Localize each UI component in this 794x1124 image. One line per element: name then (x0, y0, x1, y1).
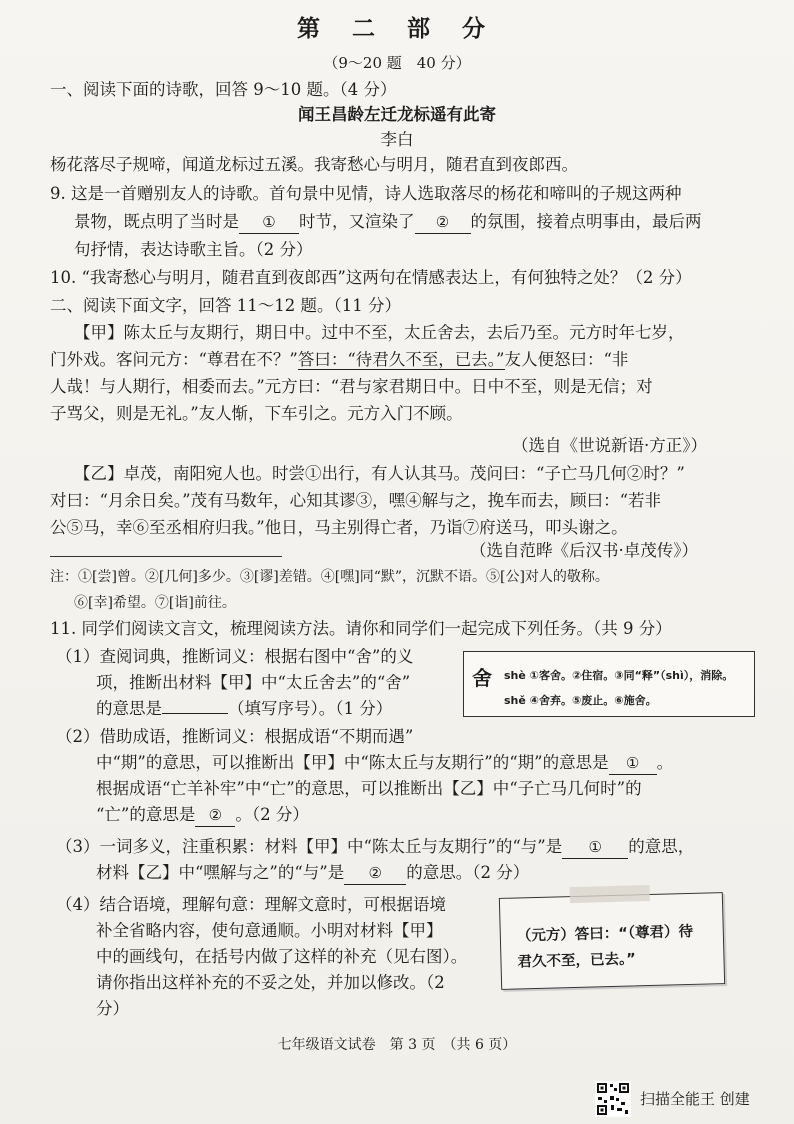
jia-line2-part3: 友人便怒曰：“非 (504, 350, 629, 369)
page-footer: 七年级语文试卷 第 3 页 （共 6 页） (277, 1037, 517, 1053)
poem-author: 李白 (380, 130, 414, 149)
question-9-line3: 句抒情，表达诗歌主旨。（2 分） (74, 240, 313, 259)
card-line1: （元方）答曰：“（尊君）待 (516, 923, 694, 945)
q9-blank-1[interactable]: ① (239, 211, 299, 234)
q11-part1-line3 (96, 698, 392, 720)
passage-yi-line1: 【乙】卓茂，南阳宛人也。时尝①出行，有人认其马。茂问曰：“子亡马几何②时？” (74, 464, 685, 483)
q9-text-3: 的氛围，接着点明事由，最后两 (470, 212, 702, 231)
q11-part1-line2: 项，推断出材料【甲】中“太丘舍去”的“舍” (96, 673, 411, 692)
q11-part1-text: 的意思是 (96, 699, 162, 718)
q11-part3-text-2: 的意思， (628, 837, 695, 856)
q11-part3-text-3: 材料【乙】中“嘿解与之”的“与”是 (96, 863, 345, 882)
q11-part4-line5: 分） (96, 999, 129, 1018)
q11-part1-text-2: （填写序号）。（1 分） (228, 699, 393, 718)
notes-line1: 注：①[尝]曾。②[几何]多少。③[谬]差错。④[嘿]同“默”，沉默不语。⑤[公]对人的敬称。 (50, 569, 609, 585)
q11-part1-line1: （1）查阅词典，推断词义：根据右图中“舍”的义 (56, 647, 414, 666)
section2-heading: 二、阅读下面文字，回答 11～12 题。（11 分） (50, 296, 401, 315)
passage-jia-line3: 人哉！与人期行，相委而去。”元方曰：“君与家君期日中。日中不至，则是无信；对 (50, 377, 653, 396)
q11-part3-blank-1[interactable]: ① (562, 836, 628, 859)
card-line2: 君久不至，已去。” (517, 951, 636, 971)
jia-underlined-sentence: 答曰：“待君久不至，已去。” (297, 350, 505, 369)
dictionary-entry (463, 651, 755, 717)
passage-yi-line2: 对曰：“月余日矣。”茂有马数年，心知其谬③，嘿④解与之，挽车而去，顾曰：“若非 (50, 491, 662, 510)
q9-text-1: 景物，既点明了当时是 (74, 212, 239, 231)
scanner-watermark: 扫描全能王 创建 (640, 1090, 750, 1108)
q11-part2-line3: 根据成语“亡羊补牢”中“亡”的意思，可以推断出【乙】中“子亡马几何时”的 (96, 779, 642, 798)
q11-part3-line1 (56, 836, 694, 859)
q11-part2-text-2: “亡”的意思是 (96, 805, 196, 824)
passage-jia-line4: 子骂父，则是无礼。”友人惭，下车引之。元方入门不顾。 (50, 404, 463, 423)
q11-part3-text: （3）一词多义，注重积累：材料【甲】中“陈太丘与友期行”的“与”是 (56, 837, 563, 856)
q11-part2-blank-2[interactable]: ② (195, 804, 235, 827)
q11-part4-line1: （4）结合语境，理解句意：理解文意时，可根据语境 (56, 895, 446, 914)
section1-heading: 一、阅读下面的诗歌，回答 9～10 题。（4 分） (50, 80, 397, 99)
dictionary-char: 舍 (472, 666, 492, 690)
q9-blank-2[interactable]: ② (415, 211, 471, 234)
question-9-line2 (74, 211, 702, 234)
poem-title: 闻王昌龄左迁龙标遥有此寄 (298, 105, 496, 124)
dictionary-line2: shě ④舍弃。⑤废止。⑥施舍。 (504, 694, 657, 707)
q11-part2-text-3: 。（2 分） (235, 805, 309, 824)
q11-part3-line2 (96, 862, 529, 885)
question-9-line1: 9. 这是一首赠别友人的诗歌。首句景中见情，诗人选取落尽的杨花和啼叫的子规这两种 (50, 184, 682, 203)
passage-jia-line1: 【甲】陈太丘与友期行，期日中。过中不至，太丘舍去，去后乃至。元方时年七岁， (74, 323, 685, 342)
passage-jia-line2 (50, 349, 628, 371)
passage-yi-source: （选自范晔《后汉书·卓茂传》） (470, 541, 698, 560)
q11-part2-line4 (96, 804, 309, 827)
supplement-note-card (499, 892, 725, 990)
question-10: 10. “我寄愁心与明月，随君直到夜郎西”这两句在情感表达上，有何独特之处？（2 分） (50, 268, 692, 287)
page-subtitle: （9～20 题 40 分） (323, 54, 471, 72)
q11-part4-line3: 中的画线句，在括号内做了这样的补充（见右图）。 (96, 947, 468, 966)
poem-text: 杨花落尽子规啼，闻道龙标过五溪。我寄愁心与明月，随君直到夜郎西。 (50, 155, 578, 174)
q11-part2-line2: 中“期”的意思，可以推断出【甲】中“陈太丘与友期行”的“期”的意思是 ① 。 (96, 752, 673, 775)
q11-part3-text-4: 的意思。（2 分） (406, 863, 530, 882)
notes-line2: ⑥[幸]希望。⑦[诣]前往。 (74, 595, 236, 611)
jia-line2-part1: 门外戏。客问元方：“尊君在不？” (50, 350, 298, 369)
question-11-intro: 11. 同学们阅读文言文，梳理阅读方法。请你和同学们一起完成下列任务。（共 9 分） (50, 619, 672, 638)
tape-decoration (570, 885, 650, 903)
notes-divider (50, 556, 282, 557)
q11-part1-blank[interactable] (162, 713, 228, 714)
q11-part2-line1: （2）借助成语，推断词义：根据成语“不期而遇” (56, 727, 414, 746)
q9-text-2: 时节，又渲染了 (299, 212, 415, 231)
dictionary-line1: shè ①客舍。②住宿。③同“释”（shì），消除。 (504, 669, 734, 682)
page-title: 第 二 部 分 (296, 15, 498, 42)
passage-jia-source: （选自《世说新语·方正》） (512, 436, 707, 455)
passage-yi-line3: 公⑤马，幸⑥至丞相府归我。”他日，马主别得亡者，乃诣⑦府送马，叩头谢之。 (50, 518, 628, 537)
q11-part3-blank-2[interactable]: ② (344, 862, 406, 885)
q11-part2-blank-1[interactable]: ① (609, 752, 657, 775)
q11-part4-line2: 补全省略内容，使句意通顺。小明对材料【甲】 (96, 921, 443, 940)
q11-part4-line4: 请你指出这样补充的不妥之处，并加以修改。（2 (96, 973, 445, 992)
q11-part2-text: 中“期”的意思，可以推断出【甲】中“陈太丘与友期行”的“期”的意思是 (96, 753, 609, 772)
qr-code-icon (595, 1081, 631, 1117)
